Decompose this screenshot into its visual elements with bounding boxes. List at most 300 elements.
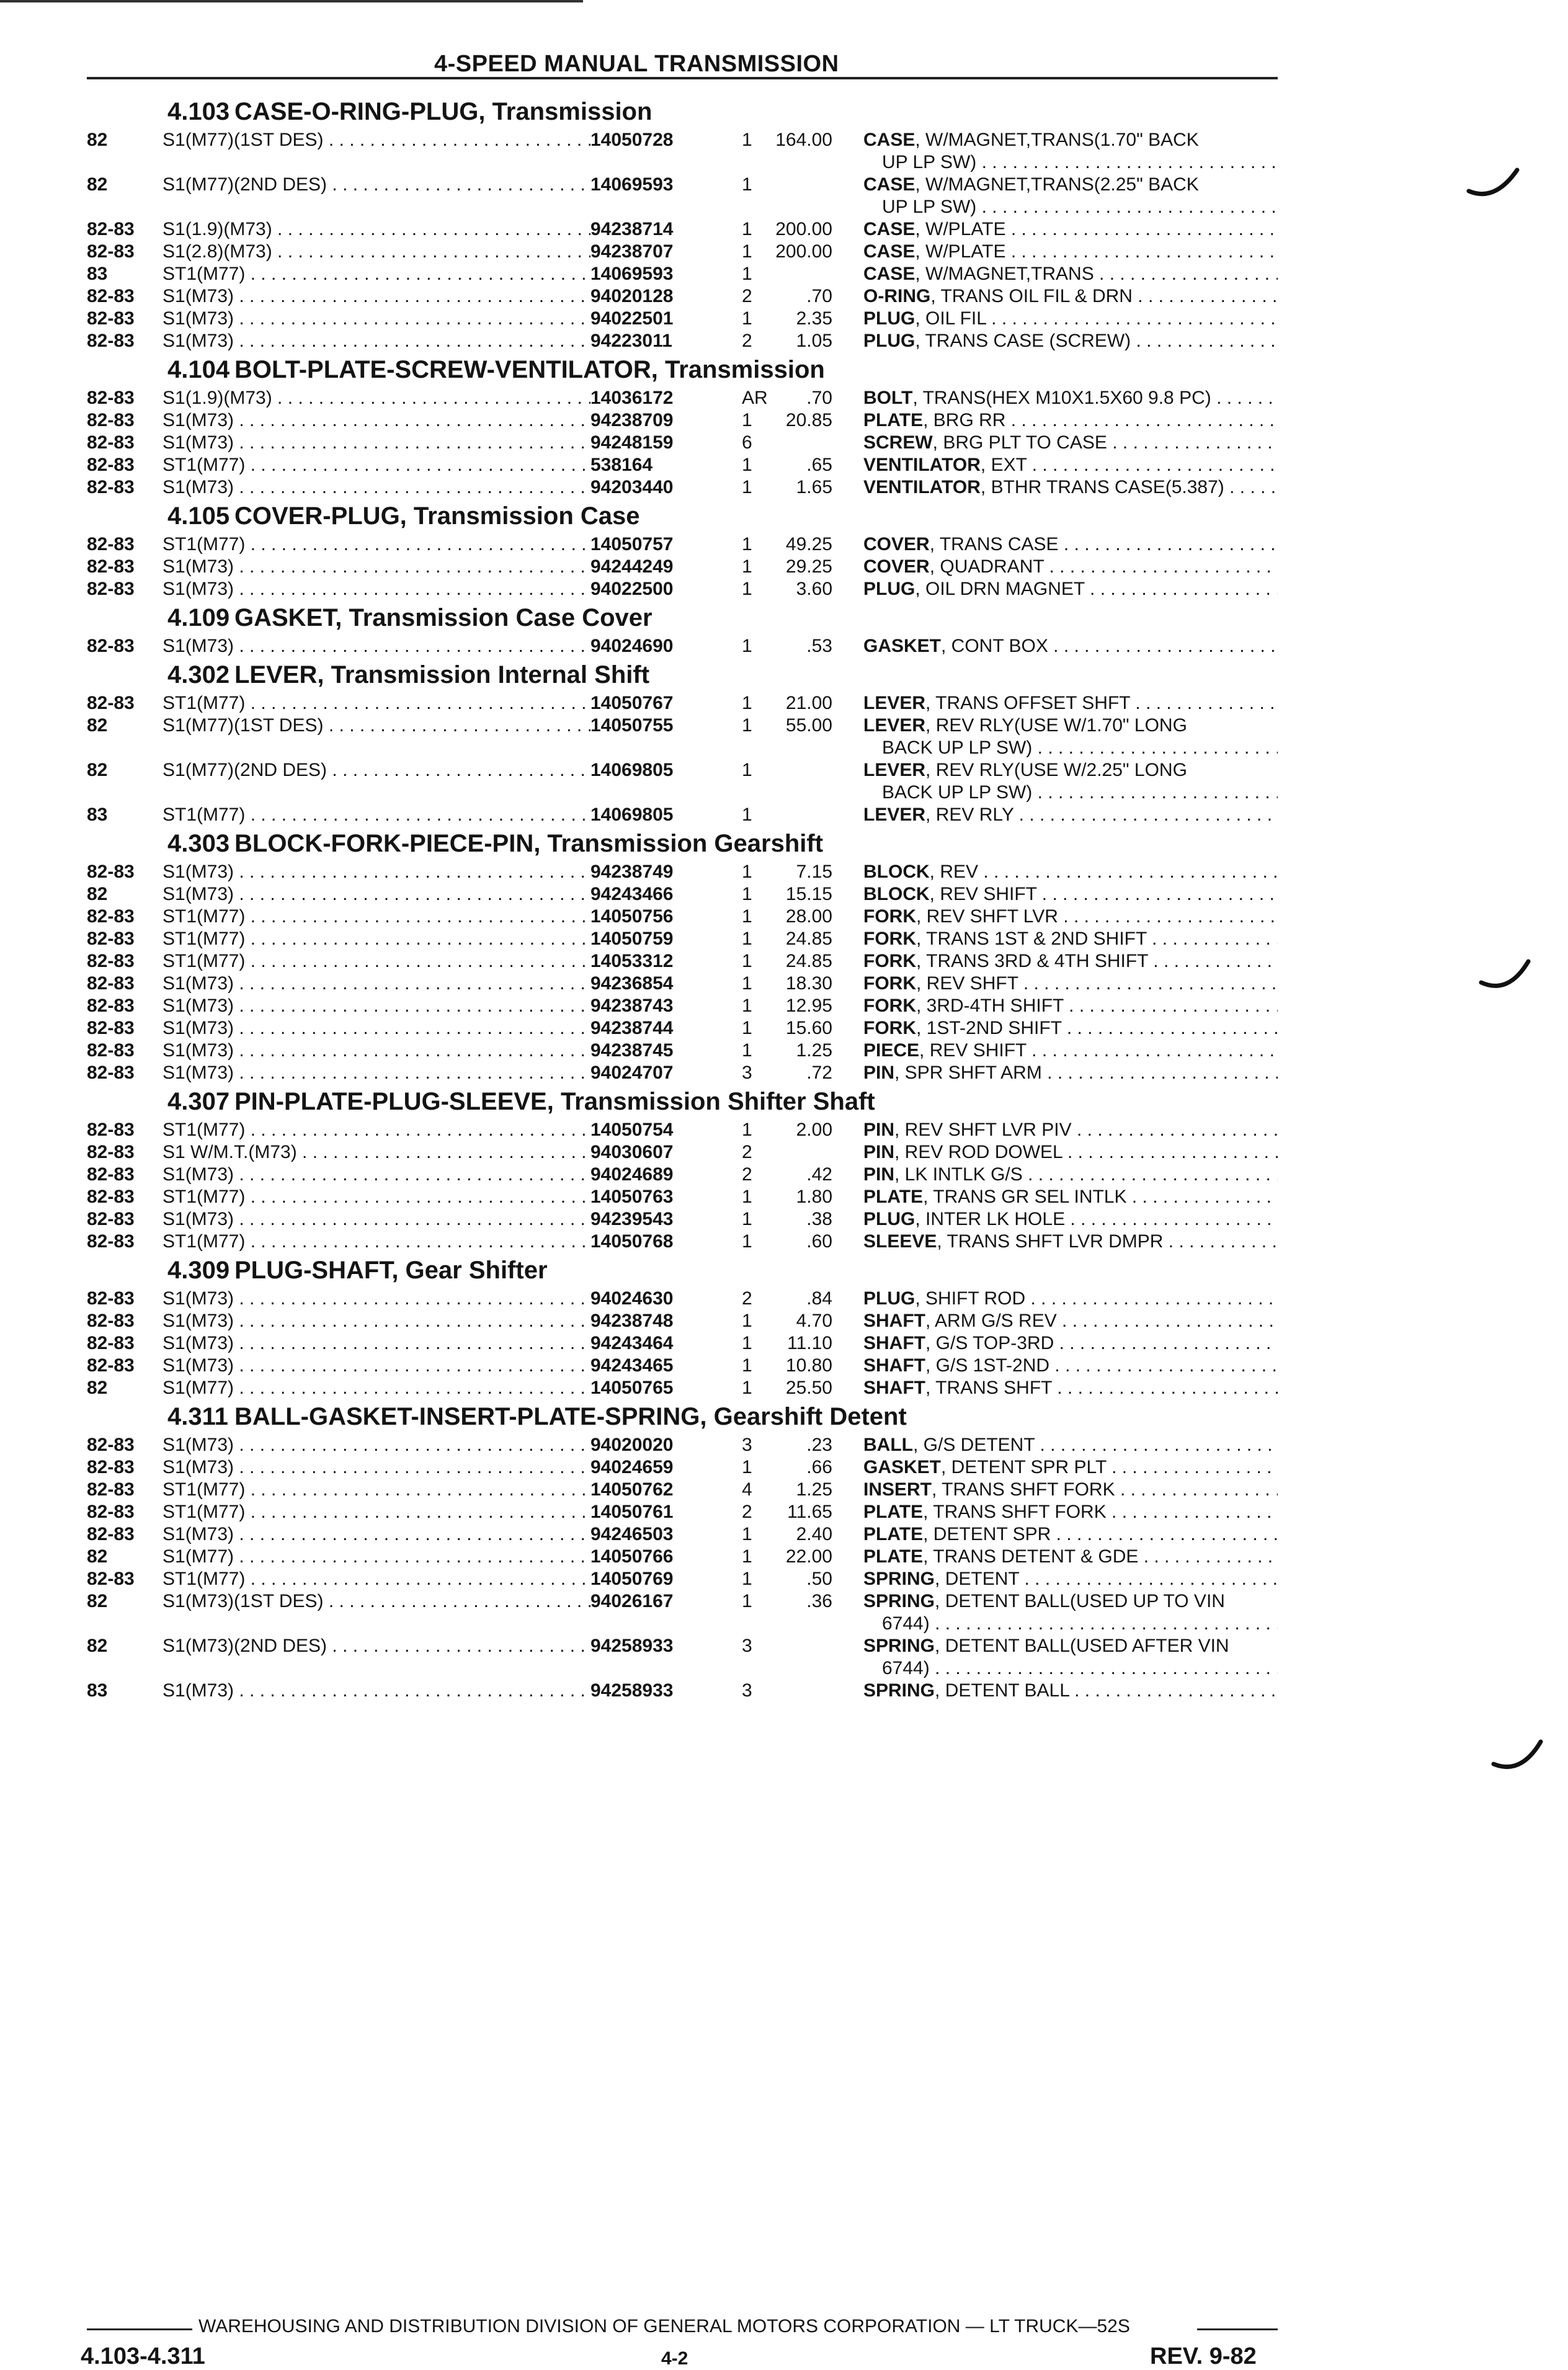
part-number: 14069805 [590, 760, 674, 780]
part-noun: FORK [863, 951, 916, 971]
model-code-text: S1(M73) [163, 1164, 234, 1185]
section-title: GASKET, Transmission Case Cover [234, 604, 653, 631]
section-header [87, 826, 1278, 861]
part-detail: , REV RLY(USE W/1.70" LONG [925, 715, 1187, 736]
part-number: 94238748 [590, 1311, 674, 1331]
section-header [87, 657, 1278, 692]
model-code [163, 861, 590, 883]
part-noun: SPRING [863, 1569, 935, 1589]
part-number: 94022501 [590, 308, 674, 329]
table-row [87, 285, 1278, 308]
table-row [87, 635, 1278, 657]
part-detail: , BRG RR [923, 410, 1006, 430]
description-line [863, 1062, 1278, 1084]
model-code [163, 409, 590, 432]
part-detail: , TRANS SHFT [925, 1378, 1052, 1398]
model-year: 82-83 [87, 906, 135, 927]
section-header [87, 600, 1278, 635]
part-number: 94239543 [590, 1209, 674, 1229]
table-row [87, 1590, 1278, 1635]
part-number: 538164 [590, 455, 653, 475]
part-detail: , BRG PLT TO CASE [932, 432, 1107, 453]
part-detail: , DETENT SPR [923, 1524, 1051, 1544]
model-year: 82-83 [87, 929, 135, 949]
model-code-text: S1(M73) [163, 1062, 234, 1083]
quantity: 3 [742, 1680, 752, 1701]
model-code [163, 285, 590, 308]
part-number: 14036172 [590, 388, 674, 408]
model-code [163, 1456, 590, 1479]
price: 11.10 [787, 1333, 832, 1353]
section-title: BOLT-PLATE-SCREW-VENTILATOR, Transmission [234, 355, 825, 383]
description-line [863, 1501, 1278, 1523]
description [863, 1434, 1278, 1456]
part-detail: , REV RLY(USE W/2.25" LONG [925, 760, 1187, 780]
part-detail: , W/MAGNET,TRANS(1.70" BACK [915, 130, 1199, 150]
description [863, 409, 1278, 432]
model-code [163, 973, 590, 995]
section-title: COVER-PLUG, Transmission Case [234, 502, 640, 530]
description [863, 1568, 1278, 1590]
description [863, 759, 1278, 804]
description-line [863, 409, 1278, 432]
description [863, 263, 1278, 285]
price: 55.00 [785, 715, 832, 736]
quantity: 1 [742, 884, 752, 904]
description-line [863, 330, 1278, 352]
description-line [863, 454, 1278, 476]
model-code-text: S1(M77)(2ND DES) [163, 760, 327, 780]
continuation-text: BACK UP LP SW) [882, 737, 1033, 758]
part-detail: , G/S DETENT [912, 1435, 1035, 1455]
description-line [863, 129, 1278, 151]
model-year: 82-83 [87, 1502, 135, 1522]
part-number: 94238749 [590, 862, 674, 882]
part-detail: , DETENT BALL [935, 1680, 1069, 1701]
table-row [87, 174, 1278, 218]
description-line [863, 1332, 1278, 1355]
quantity: 1 [742, 264, 752, 284]
part-noun: COVER [863, 556, 930, 577]
description [863, 578, 1278, 600]
model-code [163, 578, 590, 600]
table-row [87, 950, 1278, 973]
table-row [87, 454, 1278, 476]
model-year: 82-83 [87, 388, 135, 408]
price: 10.80 [785, 1355, 832, 1376]
table-row [87, 330, 1278, 352]
model-year: 82-83 [87, 579, 135, 599]
model-code-text: S1(2.8)(M73) [163, 241, 272, 262]
model-year: 82 [87, 174, 108, 195]
model-code-text: S1(M77) [163, 1546, 234, 1567]
model-code-text: ST1(M77) [163, 1120, 246, 1140]
price: 2.40 [796, 1524, 832, 1544]
model-year: 82-83 [87, 241, 135, 262]
table-row [87, 1635, 1278, 1680]
quantity: 1 [742, 862, 752, 882]
quantity: 1 [742, 174, 752, 195]
model-year: 82-83 [87, 1457, 135, 1477]
table-row [87, 241, 1278, 263]
model-code [163, 1590, 590, 1613]
part-noun: LEVER [863, 760, 926, 780]
price: 164.00 [775, 130, 832, 150]
part-noun: BLOCK [863, 862, 930, 882]
model-code [163, 454, 590, 476]
quantity: 2 [742, 1164, 752, 1185]
model-year: 82-83 [87, 1142, 135, 1162]
description-line [863, 218, 1278, 241]
model-code-text: S1(M73)(2ND DES) [163, 1636, 327, 1656]
description [863, 692, 1278, 715]
part-noun: SCREW [863, 432, 933, 453]
part-number: 94020128 [590, 286, 674, 306]
model-code-text: S1(M73) [163, 410, 234, 430]
description [863, 1017, 1278, 1040]
description-line [863, 1310, 1278, 1332]
page-title: 4-SPEED MANUAL TRANSMISSION [434, 51, 839, 77]
part-detail: , SPR SHFT ARM [894, 1062, 1042, 1083]
section-number: 4.109 [167, 604, 230, 631]
model-code-text: ST1(M77) [163, 534, 246, 555]
part-noun: BOLT [863, 388, 913, 408]
price: .60 [806, 1231, 832, 1252]
part-number: 94246503 [590, 1524, 674, 1544]
quantity: 1 [742, 636, 752, 656]
part-detail: , DETENT [935, 1569, 1020, 1589]
quantity: 1 [742, 760, 752, 780]
part-detail: , OIL FIL [915, 308, 986, 329]
part-noun: CASE [863, 219, 915, 239]
part-detail: , QUADRANT [929, 556, 1045, 577]
model-code [163, 1164, 590, 1186]
description-line [863, 285, 1278, 308]
model-year: 82-83 [87, 331, 135, 351]
price: .70 [806, 388, 832, 408]
model-year: 82 [87, 715, 108, 736]
model-code-text: S1(M73) [163, 432, 234, 453]
description-line [863, 1546, 1278, 1568]
price: .65 [806, 455, 832, 475]
table-row [87, 578, 1278, 600]
part-detail: , W/PLATE [915, 219, 1006, 239]
part-detail: , TRANS SHFT FORK [923, 1502, 1107, 1522]
part-noun: PLATE [863, 1502, 924, 1522]
description [863, 1231, 1278, 1253]
description [863, 973, 1278, 995]
model-year: 82-83 [87, 432, 135, 453]
price: .66 [806, 1457, 832, 1477]
model-code [163, 556, 590, 578]
model-year: 82-83 [87, 556, 135, 577]
model-code [163, 995, 590, 1017]
model-code [163, 174, 590, 196]
description-line [863, 1523, 1278, 1546]
model-code [163, 330, 590, 352]
quantity: 1 [742, 1040, 752, 1061]
part-number: 94022500 [590, 579, 674, 599]
model-code [163, 533, 590, 556]
footer-revision: REV. 9-82 [1150, 2343, 1257, 2369]
part-noun: PLATE [863, 1187, 924, 1207]
model-code [163, 715, 590, 737]
part-noun: CASE [863, 130, 915, 150]
part-noun: LEVER [863, 715, 926, 736]
model-code-text: S1(M73) [163, 556, 234, 577]
description [863, 1332, 1278, 1355]
table-row [87, 1164, 1278, 1186]
quantity: 1 [742, 308, 752, 329]
part-detail: , INTER LK HOLE [915, 1209, 1066, 1229]
part-number: 14069593 [590, 174, 674, 195]
model-code-text: S1(M73) [163, 308, 234, 329]
part-number: 94244249 [590, 556, 674, 577]
model-year: 82-83 [87, 1355, 135, 1376]
part-number: 14053312 [590, 951, 674, 971]
price: 2.35 [796, 308, 832, 329]
part-number: 14050756 [590, 906, 674, 927]
part-detail: , REV SHIFT [919, 1040, 1027, 1061]
table-row [87, 387, 1278, 409]
part-noun: SHAFT [863, 1378, 925, 1398]
quantity: 1 [742, 556, 752, 577]
description [863, 1377, 1278, 1399]
quantity: 1 [742, 1378, 752, 1398]
part-noun: PIN [863, 1164, 895, 1185]
part-detail: , W/PLATE [915, 241, 1006, 262]
quantity: 2 [742, 1142, 752, 1162]
price: .72 [806, 1062, 832, 1083]
part-noun: PLUG [863, 1209, 915, 1229]
part-number: 14050762 [590, 1479, 674, 1500]
part-detail: , W/MAGNET,TRANS [915, 264, 1094, 284]
table-row [87, 1501, 1278, 1523]
part-noun: PLUG [863, 579, 915, 599]
price: 1.65 [796, 477, 832, 497]
description [863, 218, 1278, 241]
footer-rule-right [1197, 2328, 1278, 2330]
model-code [163, 218, 590, 241]
description-continuation [863, 1657, 1278, 1680]
model-year: 82 [87, 1546, 108, 1567]
model-code-text: S1(M73) [163, 1018, 234, 1038]
model-code [163, 263, 590, 285]
description [863, 1040, 1278, 1062]
part-noun: FORK [863, 1018, 916, 1038]
description-line [863, 1208, 1278, 1231]
part-noun: VENTILATOR [863, 477, 981, 497]
table-row [87, 1119, 1278, 1141]
table-row [87, 1186, 1278, 1208]
description-line [863, 1288, 1278, 1310]
model-code [163, 1635, 590, 1657]
part-number: 14050768 [590, 1231, 674, 1252]
model-code-text: S1(M73) [163, 1333, 234, 1353]
part-number: 94024689 [590, 1164, 674, 1185]
quantity: 2 [742, 1288, 752, 1309]
part-number: 94238709 [590, 410, 674, 430]
model-year: 82-83 [87, 1209, 135, 1229]
part-noun: GASKET [863, 1457, 942, 1477]
quantity: 1 [742, 477, 752, 497]
table-row [87, 1231, 1278, 1253]
model-code-text: S1(M77)(1ST DES) [163, 130, 324, 150]
part-number: 94258933 [590, 1636, 674, 1656]
description [863, 533, 1278, 556]
part-noun: SPRING [863, 1636, 935, 1656]
table-row [87, 1332, 1278, 1355]
description [863, 1288, 1278, 1310]
part-number: 94223011 [590, 331, 672, 351]
model-year: 82-83 [87, 1333, 135, 1353]
model-code [163, 1568, 590, 1590]
part-detail: , G/S 1ST-2ND [925, 1355, 1050, 1376]
model-code [163, 129, 590, 151]
part-detail: , REV ROD DOWEL [894, 1142, 1062, 1162]
description [863, 432, 1278, 454]
quantity: 1 [742, 1355, 752, 1376]
model-code [163, 1208, 590, 1231]
model-code-text: S1 W/M.T.(M73) [163, 1142, 297, 1162]
quantity: 1 [742, 534, 752, 555]
model-code [163, 1141, 590, 1164]
model-year: 82-83 [87, 1040, 135, 1061]
quantity: 3 [742, 1636, 752, 1656]
table-row [87, 995, 1278, 1017]
part-number: 14050769 [590, 1569, 674, 1589]
continuation-text: 6744) [882, 1613, 930, 1634]
description-line [863, 263, 1278, 285]
part-number: 94026167 [590, 1591, 674, 1611]
model-year: 82-83 [87, 973, 135, 994]
parts-list [87, 94, 1278, 1702]
table-row [87, 1017, 1278, 1040]
part-number: 94024707 [590, 1062, 674, 1083]
model-year: 82-83 [87, 1062, 135, 1083]
description [863, 476, 1278, 499]
model-code-text: ST1(M77) [163, 804, 246, 825]
price: 24.85 [785, 929, 832, 949]
quantity: 3 [742, 1062, 752, 1083]
description [863, 308, 1278, 330]
model-code-text: ST1(M77) [163, 1187, 246, 1207]
description [863, 1310, 1278, 1332]
model-code-text: S1(M73) [163, 1355, 234, 1376]
price: .23 [806, 1435, 832, 1455]
part-number: 94024659 [590, 1457, 674, 1477]
model-code-text: ST1(M77) [163, 1502, 246, 1522]
part-noun: PLATE [863, 1546, 924, 1567]
part-detail: , TRANS 1ST & 2ND SHIFT [916, 929, 1147, 949]
section-number: 4.104 [167, 355, 230, 383]
price: 3.60 [796, 579, 832, 599]
continuation-text: BACK UP LP SW) [882, 782, 1033, 803]
description-line [863, 804, 1278, 826]
part-noun: PLATE [863, 410, 924, 430]
model-year: 83 [87, 1680, 108, 1701]
table-row [87, 1040, 1278, 1062]
part-noun: PLUG [863, 1288, 915, 1309]
part-detail: , W/MAGNET,TRANS(2.25" BACK [915, 174, 1199, 195]
continuation-text: UP LP SW) [882, 152, 977, 172]
model-code-text: S1(M73) [163, 477, 234, 497]
part-detail: , TRANS 3RD & 4TH SHIFT [916, 951, 1148, 971]
table-row [87, 1208, 1278, 1231]
model-year: 83 [87, 804, 108, 825]
model-code [163, 928, 590, 950]
part-number: 14050765 [590, 1378, 674, 1398]
description [863, 906, 1278, 928]
model-code-text: S1(M73) [163, 331, 234, 351]
part-detail: , OIL DRN MAGNET [915, 579, 1085, 599]
description-line [863, 1377, 1278, 1399]
part-number: 94243465 [590, 1355, 674, 1376]
price: 1.05 [796, 331, 832, 351]
part-detail: , DETENT SPR PLT [941, 1457, 1107, 1477]
description [863, 1523, 1278, 1546]
table-row [87, 1546, 1278, 1568]
part-detail: , REV SHFT LVR PIV [894, 1120, 1072, 1140]
quantity: 1 [742, 455, 752, 475]
section-header [87, 1084, 1278, 1119]
description-continuation [863, 737, 1278, 759]
part-number: 94238745 [590, 1040, 674, 1061]
part-noun: SHAFT [863, 1311, 925, 1331]
table-row [87, 409, 1278, 432]
model-year: 82 [87, 1378, 108, 1398]
model-code-text: ST1(M77) [163, 951, 246, 971]
model-code [163, 1546, 590, 1568]
description-line [863, 1456, 1278, 1479]
model-code-text: ST1(M77) [163, 1569, 246, 1589]
model-year: 82-83 [87, 286, 135, 306]
part-number: 14050755 [590, 715, 674, 736]
description [863, 1186, 1278, 1208]
description-line [863, 635, 1278, 657]
quantity: 1 [742, 715, 752, 736]
section-number: 4.302 [167, 661, 230, 688]
table-row [87, 1141, 1278, 1164]
model-code-text: S1(M73) [163, 1040, 234, 1061]
footer-section-range: 4.103-4.311 [81, 2343, 205, 2369]
quantity: 1 [742, 951, 752, 971]
model-code [163, 950, 590, 973]
quantity: 2 [742, 331, 752, 351]
description-line [863, 476, 1278, 499]
model-code-text: S1(M77)(2ND DES) [163, 174, 327, 195]
model-year: 82-83 [87, 1018, 135, 1038]
price: .53 [806, 636, 832, 656]
model-year: 82-83 [87, 1311, 135, 1331]
model-code-text: ST1(M77) [163, 1479, 246, 1500]
quantity: 1 [742, 130, 752, 150]
section-number: 4.309 [167, 1256, 230, 1284]
description [863, 1456, 1278, 1479]
table-row [87, 308, 1278, 330]
description-line [863, 432, 1278, 454]
model-code-text: ST1(M77) [163, 929, 246, 949]
model-code [163, 1501, 590, 1523]
model-code-text: S1(M73) [163, 862, 234, 882]
description [863, 861, 1278, 883]
part-noun: LEVER [863, 693, 926, 713]
part-number: 94020020 [590, 1435, 674, 1455]
continuation-text: UP LP SW) [882, 197, 977, 217]
model-year: 82-83 [87, 1288, 135, 1309]
part-noun: CASE [863, 241, 915, 262]
quantity: 1 [742, 1569, 752, 1589]
